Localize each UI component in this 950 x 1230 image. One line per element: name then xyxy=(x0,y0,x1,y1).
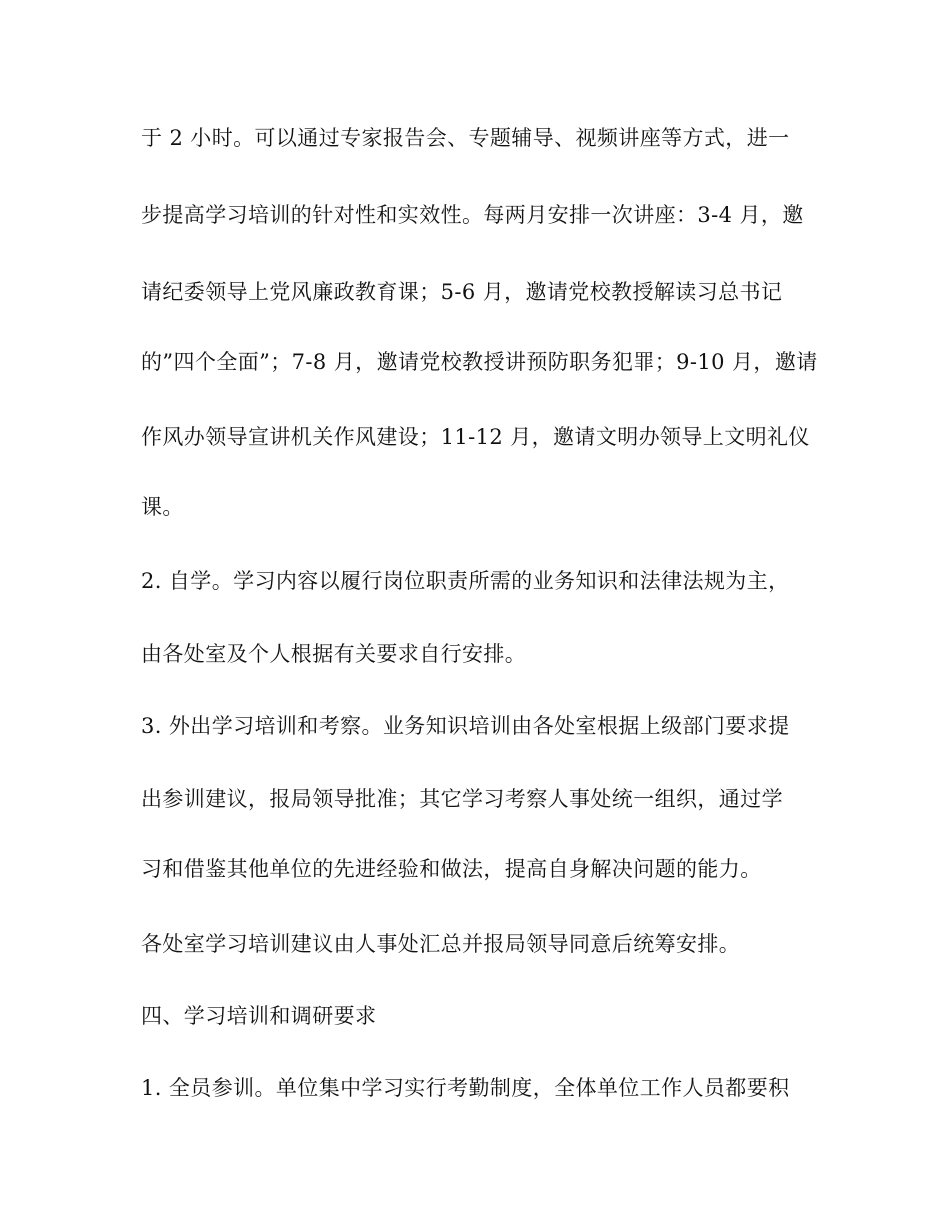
paragraph-line: 2. 自学。学习内容以履行岗位职责所需的业务知识和法律法规为主， xyxy=(141,569,790,593)
paragraph-line: 习和借鉴其他单位的先进经验和做法，提高自身解决问题的能力。 xyxy=(141,857,762,881)
paragraph-line: 3. 外出学习培训和考察。业务知识培训由各处室根据上级部门要求提 xyxy=(141,714,790,738)
paragraph-line: 作风办领导宣讲机关作风建设；11-12 月，邀请文明办领导上文明礼仪 xyxy=(141,425,810,449)
paragraph-line: 于 2 小时。可以通过专家报告会、专题辅导、视频讲座等方式，进一 xyxy=(141,126,790,150)
paragraph-line: 的”四个全面”；7-8 月，邀请党校教授讲预防职务犯罪；9-10 月，邀请 xyxy=(141,350,818,374)
paragraph-line: 步提高学习培训的针对性和实效性。每两月安排一次讲座：3-4 月，邀 xyxy=(141,203,804,227)
paragraph-line: 课。 xyxy=(141,495,184,519)
section-heading: 四、学习培训和调研要求 xyxy=(141,1004,377,1028)
paragraph-line: 1. 全员参训。单位集中学习实行考勤制度，全体单位工作人员都要积 xyxy=(141,1076,790,1100)
paragraph-line: 请纪委领导上党风廉政教育课；5-6 月，邀请党校教授解读习总书记 xyxy=(141,280,783,304)
paragraph-line: 由各处室及个人根据有关要求自行安排。 xyxy=(141,642,527,666)
paragraph-line: 各处室学习培训建议由人事处汇总并报局领导同意后统筹安排。 xyxy=(141,932,741,956)
paragraph-line: 出参训建议，报局领导批准；其它学习考察人事处统一组织，通过学 xyxy=(141,787,783,811)
